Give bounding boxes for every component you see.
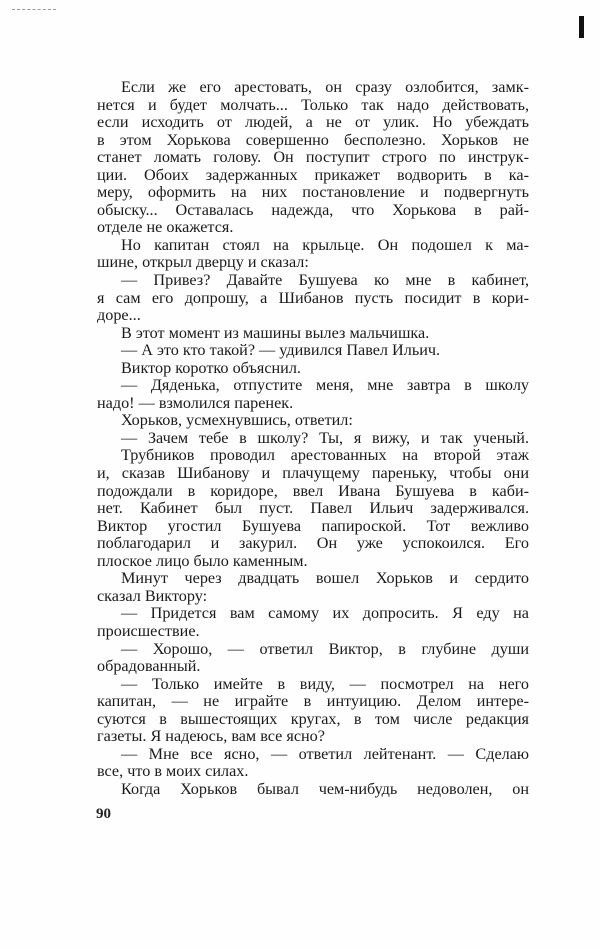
text-line: ции. Обоих задержанных прикажет водворить в ка- [97, 165, 529, 184]
text-line: — Мне все ясно, — ответил лейтенант. — Сделаю [121, 744, 529, 763]
text-line: меру, оформить на них постановление и подвергнуть [97, 183, 529, 202]
page-number: 90 [96, 806, 111, 822]
text-line: — Хорошо, — ответил Виктор, в глубине души [121, 639, 529, 658]
text-line: в этом Хорькова совершенно бесполезно. Хорьков не [97, 130, 529, 149]
text-line: капитан, — не играйте в интуицию. Делом интере- [97, 692, 529, 711]
text-line: надо! — взмолился паренек. [97, 393, 294, 412]
text-line: если исходить от людей, а не от улик. Но убеждать [97, 113, 529, 132]
text-line: — А это кто такой? — удивился Павел Ильич. [121, 341, 441, 360]
text-line: Если же его арестовать, он сразу озлобится, замк- [121, 78, 529, 96]
text-line: Виктор коротко объяснил. [121, 358, 301, 377]
text-line: Виктор угостил Бушуева папироской. Тот вежливо [97, 516, 529, 535]
text-line: сказал Виктору: [97, 586, 208, 605]
text-line: Минут через двадцать вошел Хорьков и сердито [121, 569, 529, 588]
text-line: станет ломать голову. Он поступит строго по инструк- [97, 148, 529, 167]
text-line: плоское лицо было каменным. [97, 551, 308, 570]
text-line: — Придется вам самому их допросить. Я еду на [121, 604, 529, 623]
text-line: обрадованный. [97, 657, 201, 676]
text-line: отделе не окажется. [97, 218, 234, 237]
text-line: — Привез? Давайте Бушуева ко мне в кабинет, [121, 271, 529, 290]
text-line: — Зачем тебе в школу? Ты, я вижу, и так ученый. [121, 428, 529, 447]
text-line: — Дяденька, отпустите меня, мне завтра в школу [121, 376, 529, 395]
text-line: доре... [97, 306, 141, 325]
scan-artifact [12, 9, 56, 11]
text-line: все, что в моих силах. [97, 762, 249, 781]
text-line: обыску... Оставалась надежда, что Хорькова в рай- [97, 200, 529, 219]
text-line: Хорьков, усмехнувшись, ответил: [121, 411, 353, 430]
scan-edge-mark [579, 16, 584, 38]
body-text [97, 79, 529, 798]
text-line: происшествие. [97, 621, 200, 640]
text-line: Но капитан стоял на крыльце. Он подошел к ма- [121, 235, 529, 254]
text-line: шине, открыл дверцу и сказал: [97, 253, 309, 272]
text-line: Когда Хорьков бывал чем-нибудь недоволен, он [121, 779, 529, 798]
text-line: нется и будет молчать... Только так надо действовать, [97, 95, 529, 114]
text-line: В этот момент из машины вылез мальчишка. [121, 323, 430, 342]
text-line: и, сказав Шибанову и плачущему пареньку, чтобы они [97, 464, 529, 483]
text-line: Трубников проводил арестованных на второй этаж [121, 446, 529, 465]
text-line: суются в вышестоящих кругах, в том числе редакция [97, 709, 529, 728]
text-line: газеты. Я надеюсь, вам все ясно? [97, 727, 325, 746]
text-line: — Только имейте в виду, — посмотрел на него [121, 674, 529, 693]
text-line: я сам его допрошу, а Шибанов пусть посидит в кори- [97, 288, 529, 307]
text-line: поблагодарил и закурил. Он уже успокоился. Его [97, 534, 529, 553]
text-line: нет. Кабинет был пуст. Павел Ильич задерживался. [97, 499, 529, 518]
text-line: подождали в коридоре, ввел Ивана Бушуева в каби- [97, 481, 529, 500]
